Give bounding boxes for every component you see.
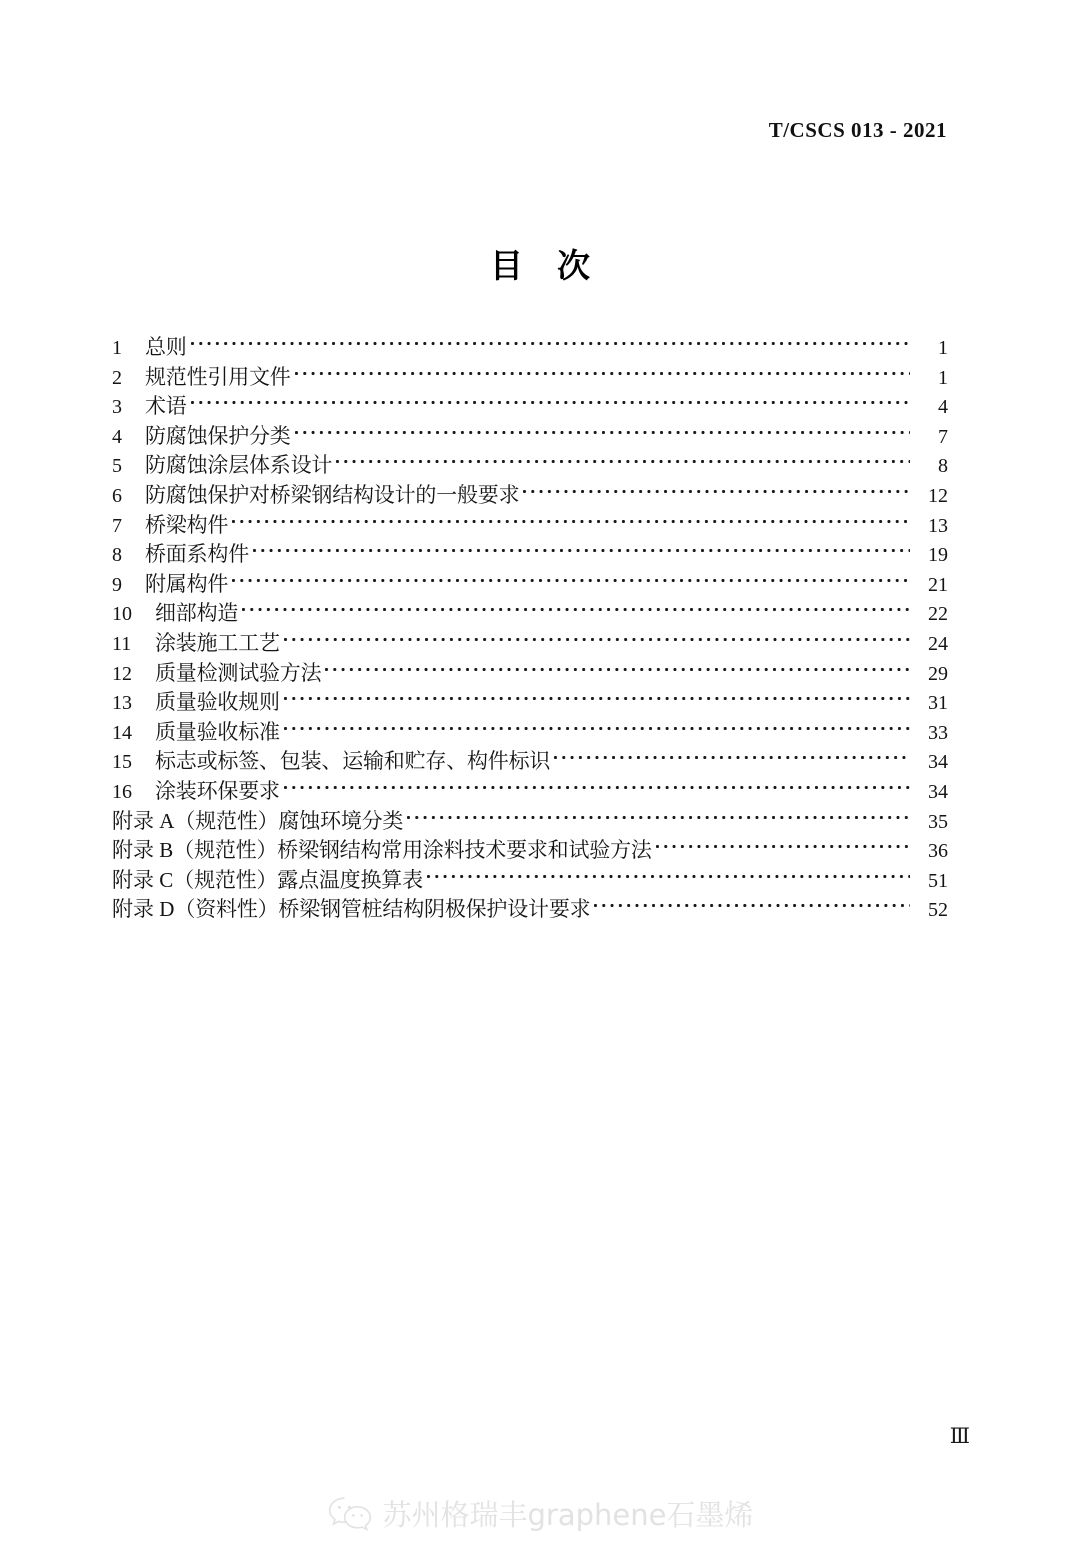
toc-entry-page-number: 4 (938, 396, 948, 419)
footer-watermark (0, 1493, 1080, 1534)
toc-entry-label: 质量验收规则 (155, 690, 280, 715)
toc-entry-page-number: 24 (928, 632, 948, 655)
toc-entry[interactable] (112, 866, 948, 896)
toc-entry-label: （资料性）桥梁钢管桩结构阴极保护设计要求 (174, 897, 591, 922)
toc-entry-page-number: 22 (928, 603, 948, 626)
toc-dot-leader (191, 333, 910, 354)
toc-dot-leader (284, 777, 910, 798)
toc-dot-leader (336, 451, 910, 472)
toc-entry[interactable] (112, 422, 948, 452)
toc-dot-leader (295, 422, 910, 443)
toc-entry-number: 6 (112, 484, 122, 507)
toc-dot-leader (242, 599, 910, 620)
toc-entry-label: 桥梁构件 (145, 512, 229, 537)
toc-dot-leader (295, 363, 910, 384)
toc-dot-leader (253, 540, 910, 561)
toc-entry-number: 2 (112, 366, 122, 389)
toc-entry-label: 质量检测试验方法 (155, 660, 322, 685)
toc-entry-label: 防腐蚀保护对桥梁钢结构设计的一般要求 (145, 482, 520, 507)
toc-entry-label: 附属构件 (145, 571, 229, 596)
toc-entry[interactable] (112, 363, 948, 393)
toc-entry-page-number: 21 (928, 573, 948, 596)
toc-dot-leader (284, 629, 910, 650)
watermark-text: 苏州格瑞丰graphene石墨烯 (382, 1498, 754, 1532)
toc-entry-number: 7 (112, 514, 122, 537)
toc-entry-page-number: 35 (928, 810, 948, 833)
toc-entry-label: 防腐蚀保护分类 (145, 423, 291, 448)
document-standard-number: T/CSCS 013 - 2021 (768, 118, 947, 142)
toc-entry[interactable] (112, 540, 948, 570)
toc-entry-label: （规范性）露点温度换算表 (173, 867, 423, 892)
toc-entry[interactable] (112, 836, 948, 866)
toc-entry-number: 11 (112, 632, 132, 655)
toc-entry-label: 规范性引用文件 (145, 364, 291, 389)
toc-entry-page-number: 33 (928, 721, 948, 744)
toc-entry-number: 3 (112, 396, 122, 419)
toc-entry-page-number: 29 (928, 662, 948, 685)
toc-entry-number: 8 (112, 544, 122, 567)
toc-entry[interactable] (112, 629, 948, 659)
toc-entry[interactable] (112, 807, 948, 837)
toc-entry-page-number: 8 (938, 455, 948, 478)
toc-entry-page-number: 12 (928, 484, 948, 507)
toc-entry-number: 12 (112, 662, 132, 685)
table-of-contents (112, 333, 948, 925)
toc-entry-label: 质量验收标准 (155, 719, 280, 744)
toc-entry-number: 16 (112, 780, 132, 803)
toc-dot-leader (232, 570, 910, 591)
page-title-char-2: 次 (557, 246, 590, 285)
toc-entry-page-number: 34 (928, 751, 948, 774)
toc-entry-label: 防腐蚀涂层体系设计 (145, 453, 333, 478)
toc-entry-label: 桥面系构件 (145, 542, 249, 567)
toc-dot-leader (284, 688, 910, 709)
toc-entry-page-number: 13 (928, 514, 948, 537)
toc-entry[interactable] (112, 718, 948, 748)
wechat-icon (327, 1495, 373, 1533)
toc-entry-label: 涂装施工工艺 (155, 630, 280, 655)
toc-entry-page-number: 1 (938, 337, 948, 359)
toc-entry[interactable] (112, 659, 948, 689)
toc-entry-number: 15 (112, 751, 132, 774)
toc-entry[interactable] (112, 777, 948, 807)
toc-entry[interactable] (112, 392, 948, 422)
toc-entry-number: 13 (112, 692, 132, 715)
toc-entry-label: 细部构造 (155, 601, 239, 626)
toc-entry-page-number: 34 (928, 780, 948, 803)
page-title-char-1: 目 (490, 246, 523, 285)
toc-entry-number: 9 (112, 573, 122, 596)
toc-dot-leader (325, 659, 910, 680)
toc-entry[interactable] (112, 333, 948, 363)
toc-entry-number: 附录 C (112, 867, 174, 892)
toc-entry-number: 附录 A (112, 808, 175, 833)
toc-dot-leader (554, 747, 910, 768)
toc-entry-page-number: 19 (928, 544, 948, 567)
toc-entry[interactable] (112, 451, 948, 481)
toc-entry-number: 4 (112, 425, 122, 448)
toc-entry-page-number: 36 (928, 840, 948, 863)
toc-dot-leader (427, 866, 910, 887)
toc-entry-number: 1 (112, 337, 122, 359)
toc-dot-leader (523, 481, 910, 502)
toc-entry-label: 总则 (145, 335, 187, 359)
toc-dot-leader (284, 718, 910, 739)
toc-entry-number: 14 (112, 721, 132, 744)
toc-entry[interactable] (112, 570, 948, 600)
folio-page-number: Ⅲ (949, 1424, 970, 1448)
toc-entry-page-number: 52 (928, 899, 948, 922)
toc-entry-number: 10 (112, 603, 132, 626)
toc-entry[interactable] (112, 511, 948, 541)
toc-entry[interactable] (112, 481, 948, 511)
toc-dot-leader (594, 895, 910, 916)
toc-entry-number: 5 (112, 455, 122, 478)
toc-entry-label: 涂装环保要求 (155, 778, 280, 803)
toc-entry-page-number: 51 (928, 869, 948, 892)
toc-entry[interactable] (112, 599, 948, 629)
toc-entry-page-number: 7 (938, 425, 948, 448)
toc-dot-leader (407, 807, 910, 828)
toc-dot-leader (191, 392, 910, 413)
toc-entry-label: 术语 (145, 394, 187, 419)
toc-entry-page-number: 31 (928, 692, 948, 715)
toc-entry-label: （规范性）腐蚀环境分类 (174, 808, 404, 833)
toc-entry-page-number: 1 (938, 366, 948, 389)
toc-dot-leader (232, 511, 910, 532)
toc-entry[interactable] (112, 895, 948, 925)
toc-entry-number: 附录 D (112, 897, 175, 922)
toc-entry-number: 附录 B (112, 838, 174, 863)
toc-entry[interactable] (112, 688, 948, 718)
toc-entry[interactable] (112, 747, 948, 777)
toc-dot-leader (656, 836, 910, 857)
page-title (0, 240, 1080, 287)
toc-entry-label: 标志或标签、包装、运输和贮存、构件标识 (155, 749, 551, 774)
toc-entry-label: （规范性）桥梁钢结构常用涂料技术要求和试验方法 (173, 838, 652, 863)
